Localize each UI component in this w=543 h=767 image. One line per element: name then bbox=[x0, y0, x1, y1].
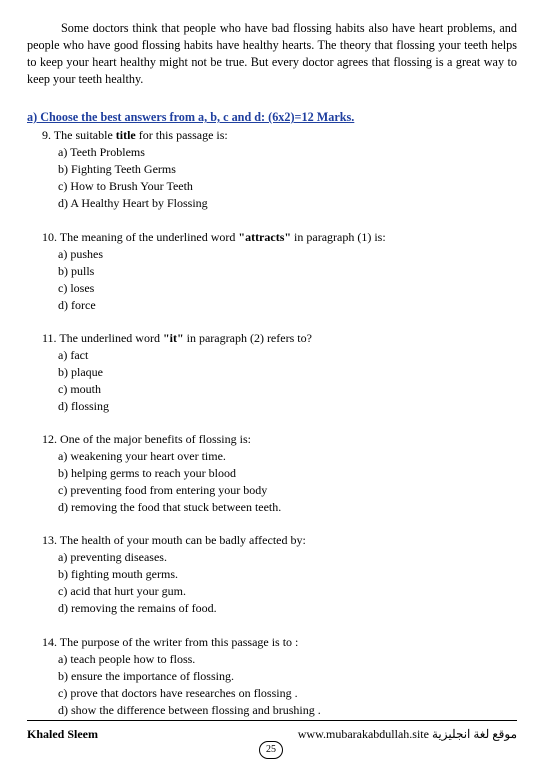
footer-site: www.mubarakabdullah.site موقع لغة انجليزية bbox=[297, 727, 517, 741]
footer-author: Khaled Sleem bbox=[27, 727, 98, 741]
question-10 bbox=[40, 229, 520, 314]
option-b: b) Fighting Teeth Germs bbox=[58, 162, 176, 176]
question-stem: 12. One of the major benefits of flossing is: bbox=[42, 432, 251, 446]
option-a: a) teach people how to floss. bbox=[58, 652, 196, 666]
option-d: d) A Healthy Heart by Flossing bbox=[58, 196, 208, 210]
option-a: a) pushes bbox=[58, 247, 103, 261]
option-d: d) removing the remains of food. bbox=[58, 601, 217, 615]
option-c: c) mouth bbox=[58, 382, 101, 396]
question-12 bbox=[40, 431, 520, 516]
answer-options bbox=[40, 347, 520, 415]
question-stem: 10. The meaning of the underlined word "attracts" in paragraph (1) is: bbox=[42, 230, 386, 244]
option-d: d) force bbox=[58, 298, 96, 312]
question-stem: 14. The purpose of the writer from this passage is to : bbox=[42, 635, 299, 649]
answer-options bbox=[40, 549, 520, 617]
option-c: c) acid that hurt your gum. bbox=[58, 584, 186, 598]
option-a: a) weakening your heart over time. bbox=[58, 449, 226, 463]
option-b: b) pulls bbox=[58, 264, 95, 278]
section-heading: a) Choose the best answers from a, b, c and d: (6x2)=12 Marks. bbox=[27, 110, 355, 124]
option-d: d) show the difference between flossing and brushing . bbox=[58, 703, 321, 717]
option-c: c) preventing food from entering your body bbox=[58, 483, 268, 497]
question-9 bbox=[40, 127, 520, 212]
option-b: b) ensure the importance of flossing. bbox=[58, 669, 234, 683]
option-c: c) prove that doctors have researches on flossing . bbox=[58, 686, 298, 700]
question-11 bbox=[40, 330, 520, 415]
question-stem: 9. The suitable title for this passage is: bbox=[42, 128, 228, 142]
option-c: c) loses bbox=[58, 281, 95, 295]
option-b: b) helping germs to reach your blood bbox=[58, 466, 236, 480]
option-b: b) fighting mouth germs. bbox=[58, 567, 178, 581]
answer-options bbox=[40, 448, 520, 516]
option-a: a) Teeth Problems bbox=[58, 145, 145, 159]
answer-options bbox=[40, 246, 520, 314]
question-14 bbox=[40, 634, 520, 719]
question-stem: 13. The health of your mouth can be badly affected by: bbox=[42, 533, 306, 547]
passage-paragraph: Some doctors think that people who have bad flossing habits also have heart problems, and people who have good flossing habits have healthy hearts. The theory that flossing your teeth helps to keep your heart healthy might not be true. But every doctor agrees that flossing is a great way to keep your teeth healthy. bbox=[27, 21, 517, 86]
answer-options bbox=[40, 144, 520, 212]
option-d: d) flossing bbox=[58, 399, 109, 413]
page-number: 25 bbox=[259, 741, 283, 759]
question-stem: 11. The underlined word "it" in paragraph (2) refers to? bbox=[42, 331, 312, 345]
option-a: a) fact bbox=[58, 348, 89, 362]
footer-divider bbox=[27, 720, 517, 721]
option-a: a) preventing diseases. bbox=[58, 550, 167, 564]
option-b: b) plaque bbox=[58, 365, 103, 379]
option-c: c) How to Brush Your Teeth bbox=[58, 179, 193, 193]
option-d: d) removing the food that stuck between teeth. bbox=[58, 500, 282, 514]
answer-options bbox=[40, 651, 520, 719]
question-13 bbox=[40, 532, 520, 617]
